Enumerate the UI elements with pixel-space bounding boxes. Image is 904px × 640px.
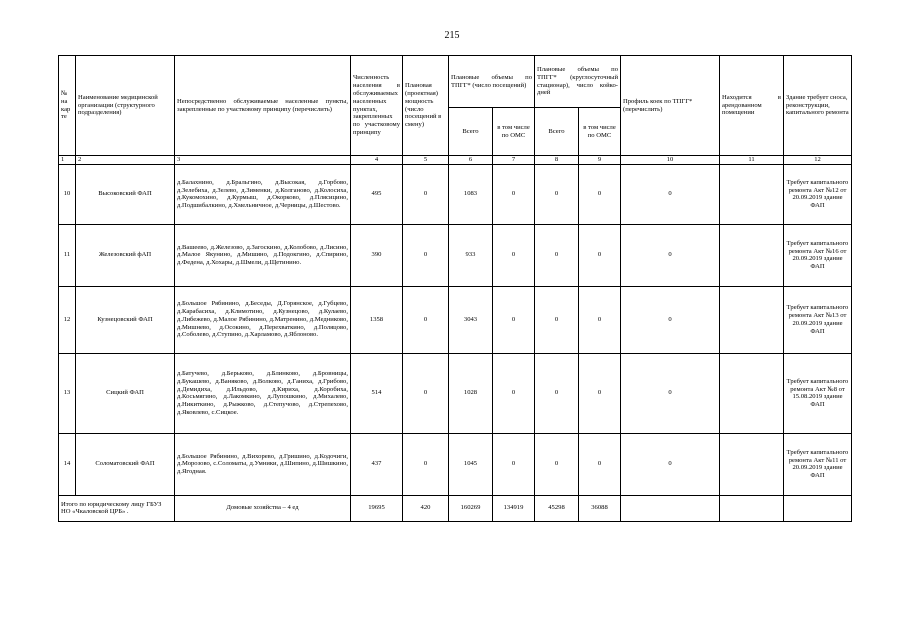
row-points: д.Большое Рябинино, д.Беседы, Д.Горянское, д.Губцево, д.Карабасиха, д.Климотино, д.Кузнецово, д.Кулаево, д.Либежево, д.Малое Рябинино, д.Матренино, д.Медниково, д.Мишнево, д.Осокино, д.Перехваткино, д.Поляцово, д.Соболево, д.Ступино, д.Харламово, д.Яблоново.	[175, 286, 351, 353]
row-visits-total: 3043	[449, 286, 493, 353]
column-number: 10	[621, 156, 720, 165]
header-visits-oms: в том числе по ОМС	[493, 108, 535, 156]
total-rented	[720, 495, 784, 521]
row-hosp-oms: 0	[579, 164, 621, 224]
row-hosp-total: 0	[535, 433, 579, 495]
column-number: 5	[403, 156, 449, 165]
row-hosp-oms: 0	[579, 224, 621, 286]
row-num: 10	[59, 164, 76, 224]
row-building: Требует капитального ремонта Акт №8 от 15.08.2019 здание ФАП	[784, 353, 852, 433]
row-points: д.Балахнино, д.Бральгино, д.Высокая, д.Горбово, д.Зелебиха, д.Зелево, д.Зименки, д.Колганово, д.Колосиха, д.Кукомохино, д.Курмыш, д.Окорково, д.Плясицино, д.Подшибалкино, д.Хмельничное, д.Черницы, д.Шестово.	[175, 164, 351, 224]
column-number: 2	[76, 156, 175, 165]
total-capacity: 420	[403, 495, 449, 521]
row-population: 514	[351, 353, 403, 433]
row-rented	[720, 353, 784, 433]
column-number: 7	[493, 156, 535, 165]
row-profile: 0	[621, 353, 720, 433]
header-visits-total: Всего	[449, 108, 493, 156]
row-visits-total: 1045	[449, 433, 493, 495]
header-profile: Профиль коек по ТПГГ* (перечислить)	[621, 56, 720, 156]
header-hosp-oms: в том числе по ОМС	[579, 108, 621, 156]
header-visits-group: Плановые объемы по ТПГГ* (число посещений)	[449, 56, 535, 108]
row-visits-total: 1028	[449, 353, 493, 433]
header-hosp-total: Всего	[535, 108, 579, 156]
row-visits-oms: 0	[493, 224, 535, 286]
row-population: 1358	[351, 286, 403, 353]
row-num: 12	[59, 286, 76, 353]
row-building: Требует капитального ремонта Акт №16 от 20.09.2019 здание ФАП	[784, 224, 852, 286]
row-points: д.Батучево, д.Берьково, д.Блинково, д.Бровницы, д.Букашево, д.Ваняково, д.Волково, д.Ганиха, д.Грибово, д.Демидиха, д.Ильдово, д.Кириха, д.Коробиха, д.Косьмягино, д.Лакомкино, д.Лупошкино, д.Михалево, д.Никиткино, д.Рыжково, д.Степучово, д.Стрепехово, д.Яковлево, с.Сицкое.	[175, 353, 351, 433]
row-visits-oms: 0	[493, 286, 535, 353]
row-hosp-oms: 0	[579, 433, 621, 495]
row-visits-oms: 0	[493, 164, 535, 224]
column-number: 3	[175, 156, 351, 165]
row-building: Требует капитального ремонта Акт №11 от 20.09.2019 здание ФАП	[784, 433, 852, 495]
row-org: Высоковский ФАП	[76, 164, 175, 224]
row-rented	[720, 224, 784, 286]
column-number: 11	[720, 156, 784, 165]
row-profile: 0	[621, 164, 720, 224]
row-num: 13	[59, 353, 76, 433]
row-profile: 0	[621, 433, 720, 495]
total-row	[59, 495, 852, 521]
total-label: Итого по юридическому лицу ГБУЗ НО «Чкаловской ЦРБ» .	[59, 495, 175, 521]
row-capacity: 0	[403, 353, 449, 433]
column-number: 8	[535, 156, 579, 165]
total-population: 19695	[351, 495, 403, 521]
header-num: № на карте	[59, 56, 76, 156]
row-capacity: 0	[403, 286, 449, 353]
row-org: Соломатовский ФАП	[76, 433, 175, 495]
row-hosp-total: 0	[535, 224, 579, 286]
row-visits-oms: 0	[493, 433, 535, 495]
column-number: 4	[351, 156, 403, 165]
row-num: 14	[59, 433, 76, 495]
row-points: д.Вашеево, д.Железово, д.Загоскино, д.Колобово, д.Лисино, д.Малое Якунино, д.Мишино, д.Подокгино, д.Спирино, д.Федена, д.Хохары, д.Шмели, д.Щетинино.	[175, 224, 351, 286]
header-hospital-group: Плановые объемы по ТПГГ* (круглосуточный стационар), число койко-дней	[535, 56, 621, 108]
column-number: 1	[59, 156, 76, 165]
table-row	[59, 286, 852, 353]
header-population: Численность населения в обслуживаемых населенных пунктах, закрепленных по участковому принципу	[351, 56, 403, 156]
row-profile: 0	[621, 224, 720, 286]
header-building: Здание требует сноса, реконструкции, капитального ремонта	[784, 56, 852, 156]
column-number-row	[59, 156, 852, 165]
row-rented	[720, 164, 784, 224]
total-visits-total: 160269	[449, 495, 493, 521]
row-hosp-oms: 0	[579, 353, 621, 433]
header-capacity: Плановая (проектная) мощность (число посещений в смену)	[403, 56, 449, 156]
row-building: Требует капитального ремонта Акт №13 от 20.09.2019 здание ФАП	[784, 286, 852, 353]
row-org: Кузнецовский ФАП	[76, 286, 175, 353]
facilities-table	[58, 55, 852, 522]
table-row	[59, 164, 852, 224]
row-visits-oms: 0	[493, 353, 535, 433]
row-capacity: 0	[403, 164, 449, 224]
row-visits-total: 1083	[449, 164, 493, 224]
total-points: Домовые хозяйства – 4 ед	[175, 495, 351, 521]
row-population: 437	[351, 433, 403, 495]
table-row	[59, 353, 852, 433]
row-points: д.Большое Рябинино, д.Вихорево, д.Гришино, д.Кодочиги, д.Морозово, с.Соломаты, д.Умники, д.Шипино, д.Шишкино, д.Ягодная.	[175, 433, 351, 495]
row-hosp-total: 0	[535, 164, 579, 224]
row-population: 495	[351, 164, 403, 224]
table-row	[59, 224, 852, 286]
row-profile: 0	[621, 286, 720, 353]
row-rented	[720, 286, 784, 353]
header-points: Непосредственно обслуживаемые населенные пункты, закрепленные по участковому принципу (перечислить)	[175, 56, 351, 156]
total-visits-oms: 134919	[493, 495, 535, 521]
header-rented: Находится в арендованном помещении	[720, 56, 784, 156]
row-hosp-total: 0	[535, 353, 579, 433]
total-hosp-total: 45298	[535, 495, 579, 521]
row-hosp-oms: 0	[579, 286, 621, 353]
row-visits-total: 933	[449, 224, 493, 286]
total-hosp-oms: 36088	[579, 495, 621, 521]
row-rented	[720, 433, 784, 495]
total-profile	[621, 495, 720, 521]
column-number: 9	[579, 156, 621, 165]
row-capacity: 0	[403, 433, 449, 495]
page-number: 215	[444, 30, 460, 41]
row-building: Требует капитального ремонта Акт №12 от 20.09.2019 здание ФАП	[784, 164, 852, 224]
row-org: Сицкий ФАП	[76, 353, 175, 433]
row-hosp-total: 0	[535, 286, 579, 353]
row-capacity: 0	[403, 224, 449, 286]
table-row	[59, 433, 852, 495]
total-building	[784, 495, 852, 521]
header-org: Наименование медицинской организации (структурного подразделения)	[76, 56, 175, 156]
row-num: 11	[59, 224, 76, 286]
row-org: Железовский фАП	[76, 224, 175, 286]
row-population: 390	[351, 224, 403, 286]
column-number: 6	[449, 156, 493, 165]
column-number: 12	[784, 156, 852, 165]
